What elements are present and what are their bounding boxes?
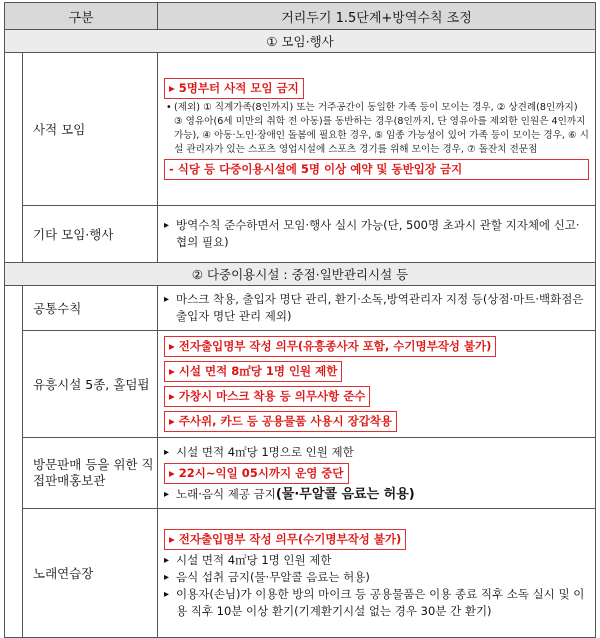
section-row-1 [5, 30, 596, 53]
label-entertainment: 유흥시설 5종, 홀덤펍 [23, 331, 158, 438]
entertainment-item-2: ▸ 시설 면적 8㎡당 1명 인원 제한 [164, 361, 342, 382]
row-sales [5, 438, 596, 509]
sales-item-3-bold: (물·무알콜 음료는 허용) [275, 486, 415, 502]
label-karaoke: 노래연습장 [23, 509, 158, 638]
left-gap [5, 53, 23, 263]
row-events [5, 206, 596, 263]
row-common [5, 286, 596, 331]
header-row [5, 3, 596, 30]
row-karaoke [5, 509, 596, 638]
policy-table [4, 2, 596, 638]
events-text: ▸ 방역수칙 준수하면서 모임·행사 실시 가능(단, 500명 초과시 관할 지자체에 신고·협의 필요) [164, 217, 589, 251]
header-policy: 거리두기 1.5단계+방역수칙 조정 [158, 3, 596, 30]
content-karaoke [158, 509, 596, 638]
section-title-facilities: ② 다중이용시설 : 중점·일반관리시설 등 [5, 263, 596, 286]
content-common [158, 286, 596, 331]
sales-item-1: ▸ 시설 면적 4㎡당 1명으로 인원 제한 [164, 444, 589, 461]
karaoke-item-1: ▸ 전자출입명부 작성 의무(수기명부작성 불가) [164, 529, 406, 550]
entertainment-item-1: ▸ 전자출입명부 작성 의무(유흥종사자 포함, 수기명부작성 불가) [164, 336, 496, 357]
common-text: ▸ 마스크 착용, 출입자 명단 관리, 환기·소독,방역관리자 지정 등(상점·마트·백화점은 출입자 명단 관리 제외) [164, 291, 589, 325]
left-gap-2 [5, 286, 23, 638]
section-title-gatherings: ① 모임·행사 [5, 30, 596, 53]
sales-item-2: ▸ 22시~익일 05시까지 운영 중단 [164, 463, 349, 484]
sales-item-3-text: 노래·음식 제공 금지 [176, 486, 276, 501]
entertainment-item-3: ▸ 가창시 마스크 착용 등 의무사항 준수 [164, 386, 370, 407]
label-common: 공통수칙 [23, 286, 158, 331]
private-dash-note: - 식당 등 다중이용시설에 5명 이상 예약 및 동반입장 금지 [164, 159, 589, 180]
content-entertainment [158, 331, 596, 438]
private-red-heading: ▸ 5명부터 사적 모임 금지 [164, 78, 304, 99]
label-events: 기타 모임·행사 [23, 206, 158, 263]
karaoke-item-3: ▸ 음식 섭취 금지(물·무알콜 음료는 허용) [164, 569, 589, 586]
karaoke-item-2: ▸ 시설 면적 4㎡당 1명 인원 제한 [164, 552, 589, 569]
entertainment-item-4: ▸ 주사위, 카드 등 공용물품 사용시 장갑착용 [164, 411, 397, 432]
row-entertainment [5, 331, 596, 438]
section-row-2 [5, 263, 596, 286]
header-category: 구분 [5, 3, 158, 30]
label-private: 사적 모임 [23, 53, 158, 206]
label-sales: 방문판매 등을 위한 직접판매홍보관 [23, 438, 158, 509]
karaoke-item-4: ▸ 이용자(손님)가 이용한 방의 마이크 등 공용물품은 이용 종료 직후 소독 실시 및 이용 직후 10분 이상 환기(기계환기시설 없는 경우 30분 간 환기) [164, 586, 589, 620]
content-events [158, 206, 596, 263]
row-private [5, 53, 596, 206]
content-sales [158, 438, 596, 509]
sales-item-3 [164, 486, 589, 503]
content-private [158, 53, 596, 206]
private-exception: • (제외) ① 직계가족(8인까지) 또는 거주공간이 동일한 가족 등이 모이는 경우, ② 상견례(8인까지) ③ 영유아(6세 미만의 취학 전 아동)를 동반하는 경우(8인까지, 단 영유아를 제외한 인원은 4인까지 가능), ④ 아동·노인·장애인 돌봄에 필요한 경우, ⑤ 임종 가능성이 있어 가족 등이 모이는 경우, ⑥ 시설 관리자가 있는 스포츠 영업시설에 스포츠 경기를 위해 모이는 경우, ⑦ 돌잔치 전문점 [164, 101, 589, 157]
